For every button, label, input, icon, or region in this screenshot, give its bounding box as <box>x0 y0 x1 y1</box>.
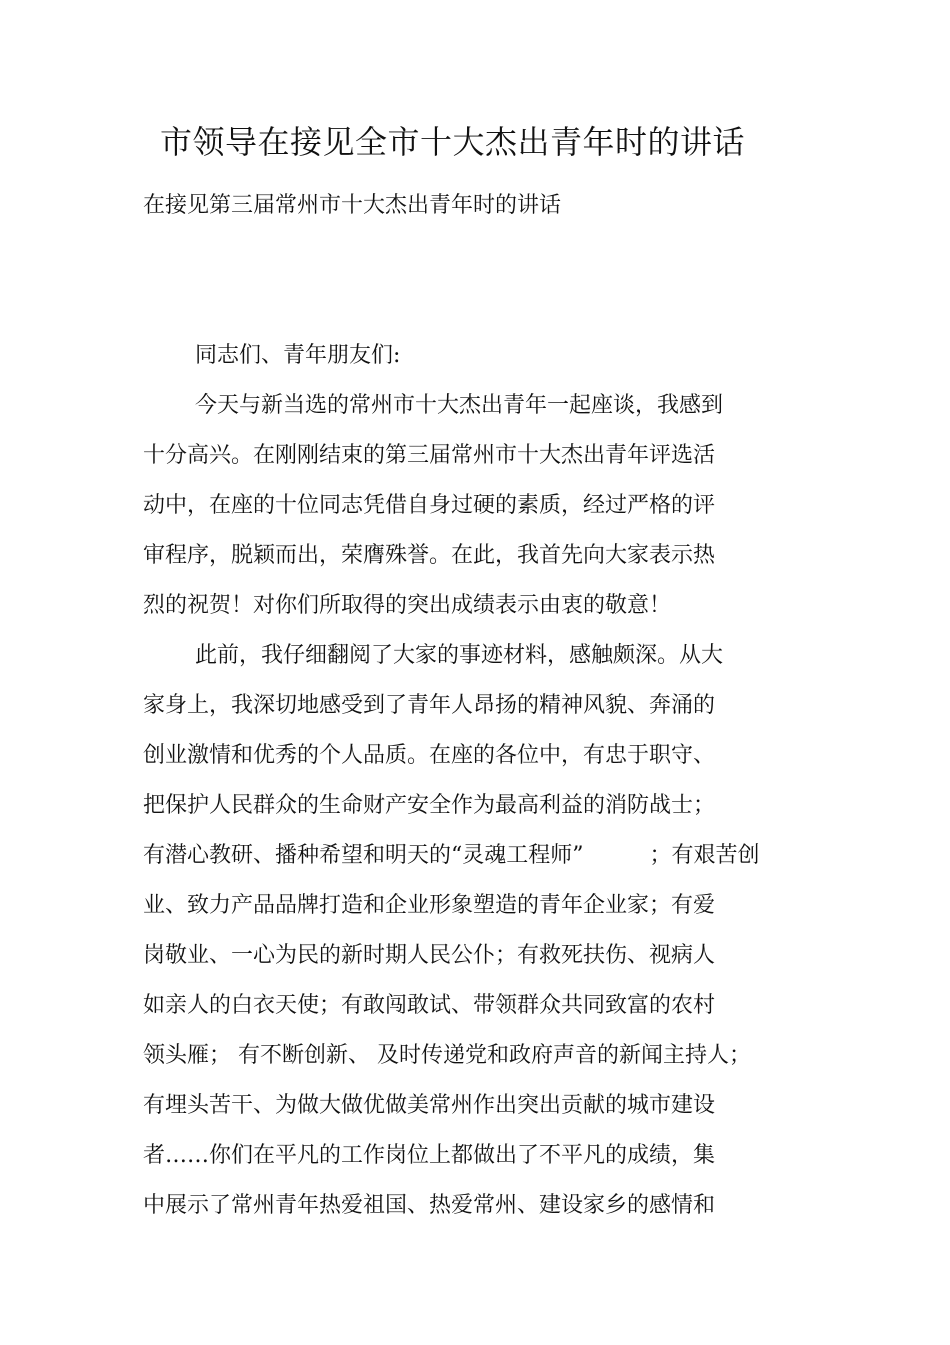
document-title: 市领导在接见全市十大杰出青年时的讲话 <box>160 123 746 161</box>
body-line: 岗敬业、一心为民的新时期人民公仆；有救死扶伤、视病人 <box>143 943 716 968</box>
body-line: 业、致力产品品牌打造和企业形象塑造的青年企业家；有爱 <box>143 893 716 918</box>
body-line: 领头雁； 有不断创新、 及时传递党和政府声音的新闻主持人； <box>143 1043 751 1068</box>
body-line: 十分高兴。在刚刚结束的第三届常州市十大杰出青年评选活 <box>143 443 716 468</box>
body-line: 家身上，我深切地感受到了青年人昂扬的精神风貌、奔涌的 <box>143 693 716 718</box>
body-line: 审程序，脱颖而出，荣膺殊誉。在此，我首先向大家表示热 <box>143 543 716 568</box>
document-subtitle: 在接见第三届常州市十大杰出青年时的讲话 <box>143 193 562 218</box>
body-line: 有埋头苦干、为做大做优做美常州作出突出贡献的城市建设 <box>143 1093 716 1118</box>
salutation-line: 同志们、青年朋友们: <box>195 343 401 368</box>
body-line: 烈的祝贺！对你们所取得的突出成绩表示由衷的敬意！ <box>143 593 672 618</box>
body-line: 如亲人的白衣天使；有敢闯敢试、带领群众共同致富的农村 <box>143 993 716 1018</box>
body-line: 中展示了常州青年热爱祖国、热爱常州、建设家乡的感情和 <box>143 1193 716 1218</box>
body-line: 有潜心教研、播种希望和明天的“灵魂工程师” ；有艰苦创 <box>143 843 760 868</box>
body-line: 动中，在座的十位同志凭借自身过硬的素质，经过严格的评 <box>143 493 716 518</box>
body-line: 此前，我仔细翻阅了大家的事迹材料，感触颇深。从大 <box>195 643 724 668</box>
body-line: 把保护人民群众的生命财产安全作为最高利益的消防战士； <box>143 793 716 818</box>
body-line: 者……你们在平凡的工作岗位上都做出了不平凡的成绩，集 <box>143 1143 716 1168</box>
body-line: 创业激情和优秀的个人品质。在座的各位中，有忠于职守、 <box>143 743 716 768</box>
body-line: 今天与新当选的常州市十大杰出青年一起座谈，我感到 <box>195 393 724 418</box>
